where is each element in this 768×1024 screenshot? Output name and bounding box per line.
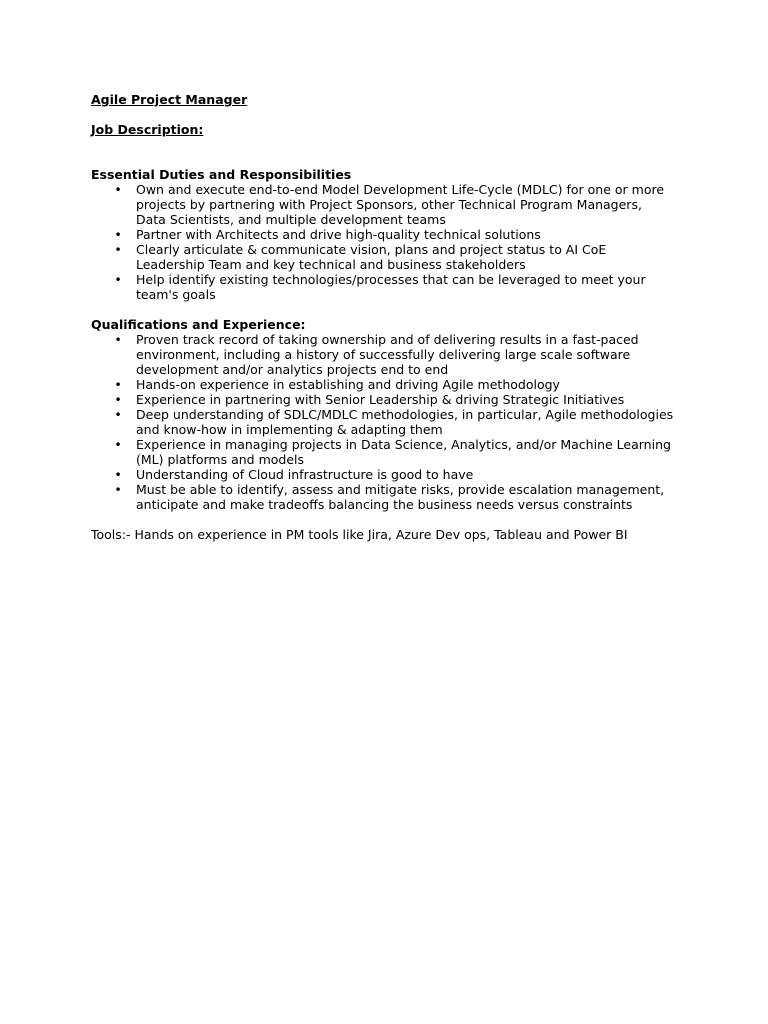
bullet-icon: • <box>114 467 122 482</box>
bullet-icon: • <box>114 227 122 242</box>
list-item-text-line: anticipate and make tradeoffs balancing the business needs versus constraints <box>136 497 633 512</box>
list-item-text-line: Own and execute end-to-end Model Development Life-Cycle (MDLC) for one or more <box>136 182 665 197</box>
list-item-text-line: Hands-on experience in establishing and driving Agile methodology <box>136 377 560 392</box>
list-item-text-line: Clearly articulate & communicate vision, plans and project status to AI CoE <box>136 242 607 257</box>
list-item <box>91 482 691 512</box>
document-page <box>91 92 691 555</box>
list-item <box>91 332 691 377</box>
list-item <box>91 377 691 392</box>
list-item-text-line: Help identify existing technologies/processes that can be leveraged to meet your <box>136 272 646 287</box>
list-item-text-line: development and/or analytics projects end to end <box>136 362 449 377</box>
qualifications-list <box>91 332 691 512</box>
document-title: Agile Project Manager <box>91 92 248 107</box>
list-item-text-line: Deep understanding of SDLC/MDLC methodologies, in particular, Agile methodologies <box>136 407 674 422</box>
bullet-icon: • <box>114 407 122 422</box>
list-item-text-line: Experience in partnering with Senior Leadership & driving Strategic Initiatives <box>136 392 625 407</box>
job-description-heading: Job Description: <box>91 122 204 137</box>
list-item-text-line: Data Scientists, and multiple development teams <box>136 212 446 227</box>
tools-line: Tools:- Hands on experience in PM tools like Jira, Azure Dev ops, Tableau and Power BI <box>91 527 628 542</box>
list-item-text-line: projects by partnering with Project Sponsors, other Technical Program Managers, <box>136 197 642 212</box>
list-item <box>91 242 691 272</box>
bullet-icon: • <box>114 182 122 197</box>
list-item <box>91 392 691 407</box>
bullet-icon: • <box>114 332 122 347</box>
duties-heading: Essential Duties and Responsibilities <box>91 167 352 182</box>
list-item-text-line: Must be able to identify, assess and mitigate risks, provide escalation management, <box>136 482 665 497</box>
list-item <box>91 227 691 242</box>
bullet-icon: • <box>114 272 122 287</box>
list-item-text-line: team's goals <box>136 287 216 302</box>
list-item-text-line: Proven track record of taking ownership and of delivering results in a fast-paced <box>136 332 639 347</box>
list-item <box>91 467 691 482</box>
list-item-text-line: (ML) platforms and models <box>136 452 304 467</box>
list-item-text-line: Leadership Team and key technical and business stakeholders <box>136 257 526 272</box>
list-item-text-line: Experience in managing projects in Data Science, Analytics, and/or Machine Learning <box>136 437 671 452</box>
duties-list <box>91 182 691 302</box>
bullet-icon: • <box>114 392 122 407</box>
list-item <box>91 407 691 437</box>
bullet-icon: • <box>114 377 122 392</box>
list-item <box>91 182 691 227</box>
bullet-icon: • <box>114 437 122 452</box>
list-item-text-line: environment, including a history of successfully delivering large scale software <box>136 347 631 362</box>
list-item-text-line: and know-how in implementing & adapting them <box>136 422 443 437</box>
bullet-icon: • <box>114 482 122 497</box>
list-item <box>91 437 691 467</box>
list-item-text-line: Understanding of Cloud infrastructure is good to have <box>136 467 474 482</box>
bullet-icon: • <box>114 242 122 257</box>
list-item-text-line: Partner with Architects and drive high-quality technical solutions <box>136 227 541 242</box>
list-item <box>91 272 691 302</box>
qualifications-heading: Qualifications and Experience: <box>91 317 306 332</box>
